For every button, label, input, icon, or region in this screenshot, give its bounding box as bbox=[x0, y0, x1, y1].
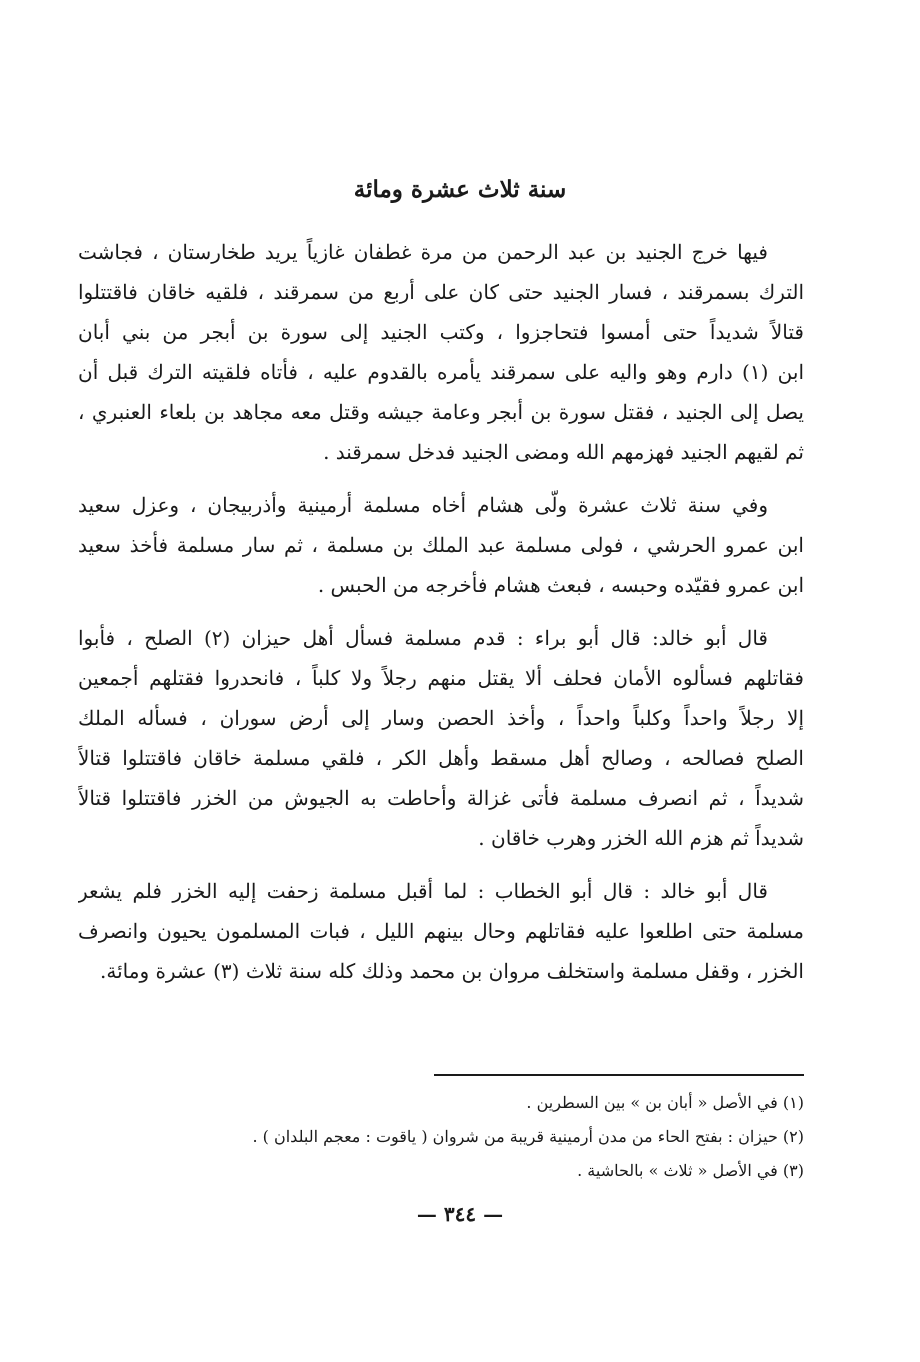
text-line: وفي سنة ثلاث عشرة ولّى هشام أخاه مسلمة أرمينية وأذربيجان ، وعزل سعيد bbox=[78, 493, 768, 517]
text-line: شديداً ثم هزم الله الخزر وهرب خاقان . bbox=[478, 826, 804, 850]
text-line: ابن عمرو الحرشي ، فولى مسلمة عبد الملك بن مسلمة ، ثم سار مسلمة فأخذ سعيد bbox=[78, 533, 804, 557]
paragraph-2 bbox=[78, 485, 804, 605]
paragraph-3 bbox=[78, 618, 804, 858]
text-line: يصل إلى الجنيد ، فقتل سورة بن أبجر وعامة جيشه وقتل معه مجاهد بن بلعاء العنبري ، bbox=[78, 400, 804, 424]
body-text bbox=[78, 232, 804, 1004]
paragraph-4 bbox=[78, 871, 804, 991]
text-line: مسلمة حتى اطلعوا عليه فقاتلهم وحال بينهم الليل ، فبات المسلمون يحيون وانصرف bbox=[78, 919, 804, 943]
text-line: فقاتلهم فسألوه الأمان فحلف ألا يقتل منهم رجلاً ولا كلباً ، فانحدروا فقتلهم أجمعين bbox=[78, 666, 804, 690]
page-number: — ٣٤٤ — bbox=[416, 1202, 504, 1226]
text-line: ابن عمرو فقيّده وحبسه ، فبعث هشام فأخرجه من الحبس . bbox=[317, 573, 804, 597]
footnote-divider bbox=[434, 1074, 804, 1076]
footnotes bbox=[78, 1086, 804, 1188]
text-line: إلا رجلاً واحداً وكلباً واحداً ، وأخذ الحصن وسار إلى أرض سوران ، فسأله الملك bbox=[78, 706, 804, 730]
text-line: ابن (١) دارم وهو واليه على سمرقند يأمره بالقدوم عليه ، فأتاه فلقيته الترك قبل أن bbox=[78, 360, 804, 384]
chapter-heading: سنة ثلاث عشرة ومائة bbox=[353, 176, 567, 203]
footnote-3: (٣) في الأصل « ثلاث » بالحاشية . bbox=[577, 1161, 804, 1180]
text-line: شديداً ، ثم انصرف مسلمة فأتى غزالة وأحاطت به الجيوش من الخزر فاقتتلوا قتالاً bbox=[78, 786, 804, 810]
text-line: الخزر ، وقفل مسلمة واستخلف مروان بن محمد وذلك كله سنة ثلاث (٣) عشرة ومائة. bbox=[99, 959, 804, 983]
text-line: قال أبو خالد : قال أبو الخطاب : لما أقبل مسلمة زحفت إليه الخزر فلم يشعر bbox=[78, 879, 768, 903]
text-line: فيها خرج الجنيد بن عبد الرحمن من مرة غطفان غازياً يريد طخارستان ، فجاشت bbox=[78, 240, 768, 264]
text-line: قتالاً شديداً حتى أمسوا فتحاجزوا ، وكتب الجنيد إلى سورة بن أبجر من بني أبان bbox=[78, 320, 804, 344]
text-line: ثم لقيهم الجنيد فهزمهم الله ومضى الجنيد فدخل سمرقند . bbox=[323, 440, 804, 464]
text-line: الترك بسمرقند ، فسار الجنيد حتى كان على أربع من سمرقند ، فلقيه خاقان فاقتتلوا bbox=[78, 280, 804, 304]
text-line: الصلح فصالحه ، وصالح أهل مسقط وأهل الكر ، فلقي مسلمة خاقان فاقتتلوا قتالاً bbox=[78, 746, 804, 770]
footnote-2: (٢) حيزان : بفتح الحاء من مدن أرمينية قريبة من شروان ( ياقوت : معجم البلدان ) . bbox=[252, 1127, 804, 1146]
paragraph-1 bbox=[78, 232, 804, 472]
footnote-1: (١) في الأصل « أبان بن » بين السطرين . bbox=[526, 1093, 804, 1112]
text-line: قال أبو خالد: قال أبو براء : قدم مسلمة فسأل أهل حيزان (٢) الصلح ، فأبوا bbox=[78, 626, 768, 650]
